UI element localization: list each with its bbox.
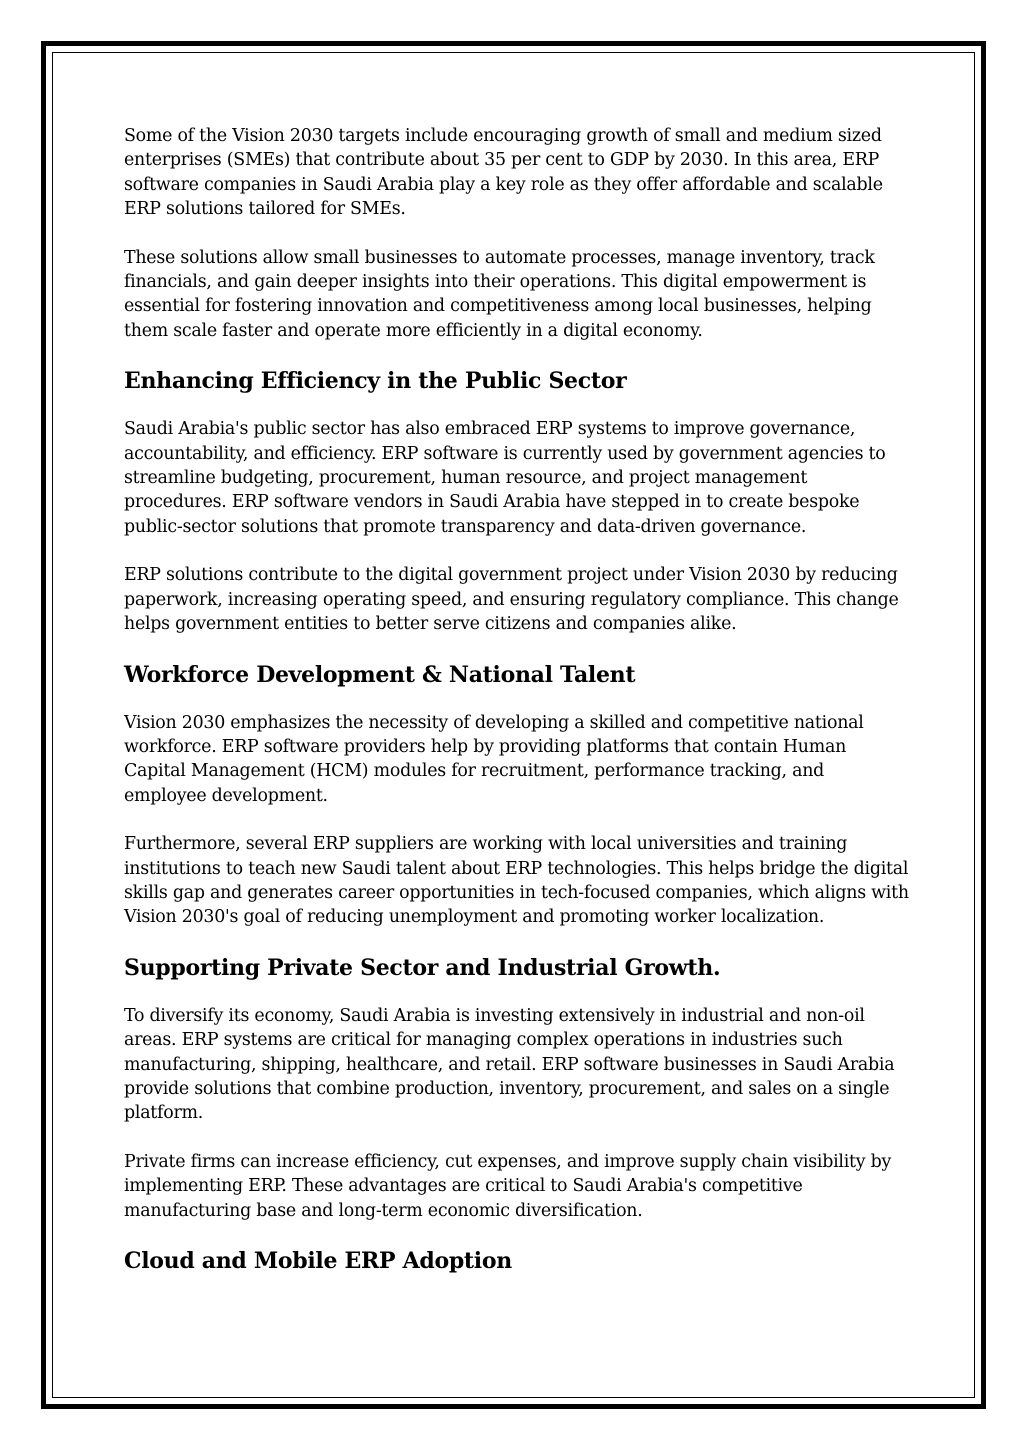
paragraph-skilled-workforce: Vision 2030 emphasizes the necessity of developing a skilled and competitive national workforce. ERP software providers help by providing platforms that contain Human Capital Management (HCM) modules for recruitment, performance tracking, and employee development.	[124, 712, 864, 806]
paragraph-small-business-solutions: These solutions allow small businesses to automate processes, manage inventory, track financials, and gain deeper insights into their operations. This digital empowerment is essential for fostering innovation and competitiveness among local businesses, helping them scale faster and operate more efficiently in a digital economy.	[124, 247, 875, 341]
paragraph-digital-government: ERP solutions contribute to the digital government project under Vision 2030 by reducing paperwork, increasing operating speed, and ensuring regulatory compliance. This change helps government entities to better serve citizens and companies alike.	[124, 565, 899, 635]
document-body	[124, 124, 910, 1297]
paragraph-sme-targets: Some of the Vision 2030 targets include encouraging growth of small and medium sized enterprises (SMEs) that contribute about 35 per cent to GDP by 2030. In this area, ERP software companies in Saudi Arabia play a key role as they offer affordable and scalable ERP solutions tailored for SMEs.	[124, 126, 883, 220]
paragraph-economic-diversification: To diversify its economy, Saudi Arabia is investing extensively in industrial and non-oil areas. ERP systems are critical for managing complex operations in industries such manufacturing, shipping, healthcare, and retail. ERP software businesses in Saudi Arabia provide solutions that combine production, inventory, procurement, and sales on a single platform.	[124, 1005, 895, 1124]
heading-public-sector: Enhancing Efficiency in the Public Sector	[124, 368, 627, 395]
heading-cloud-mobile-erp: Cloud and Mobile ERP Adoption	[124, 1248, 512, 1274]
paragraph-private-firms-efficiency: Private firms can increase efficiency, cut expenses, and improve supply chain visibility by implementing ERP. These advantages are critical to Saudi Arabia's competitive manufacturing base and long-term economic diversification.	[124, 1151, 892, 1221]
heading-private-sector-growth: Supporting Private Sector and Industrial Growth.	[124, 954, 721, 981]
paragraph-public-sector-erp: Saudi Arabia's public sector has also embraced ERP systems to improve governance, accountability, and efficiency. ERP software is currently used by government agencies to streamline budgeting, procurement, human resource, and project management procedures. ERP software vendors in Saudi Arabia have stepped in to create bespoke public-sector solutions that promote transparency and data-driven governance.	[124, 419, 886, 537]
heading-workforce-development: Workforce Development & National Talent	[124, 661, 636, 688]
paragraph-universities-training: Furthermore, several ERP suppliers are working with local universities and training institutions to teach new Saudi talent about ERP technologies. This helps bridge the digital skills gap and generates career opportunities in tech-focused companies, which aligns with Vision 2030's goal of reducing unemployment and promoting worker localization.	[124, 834, 909, 928]
